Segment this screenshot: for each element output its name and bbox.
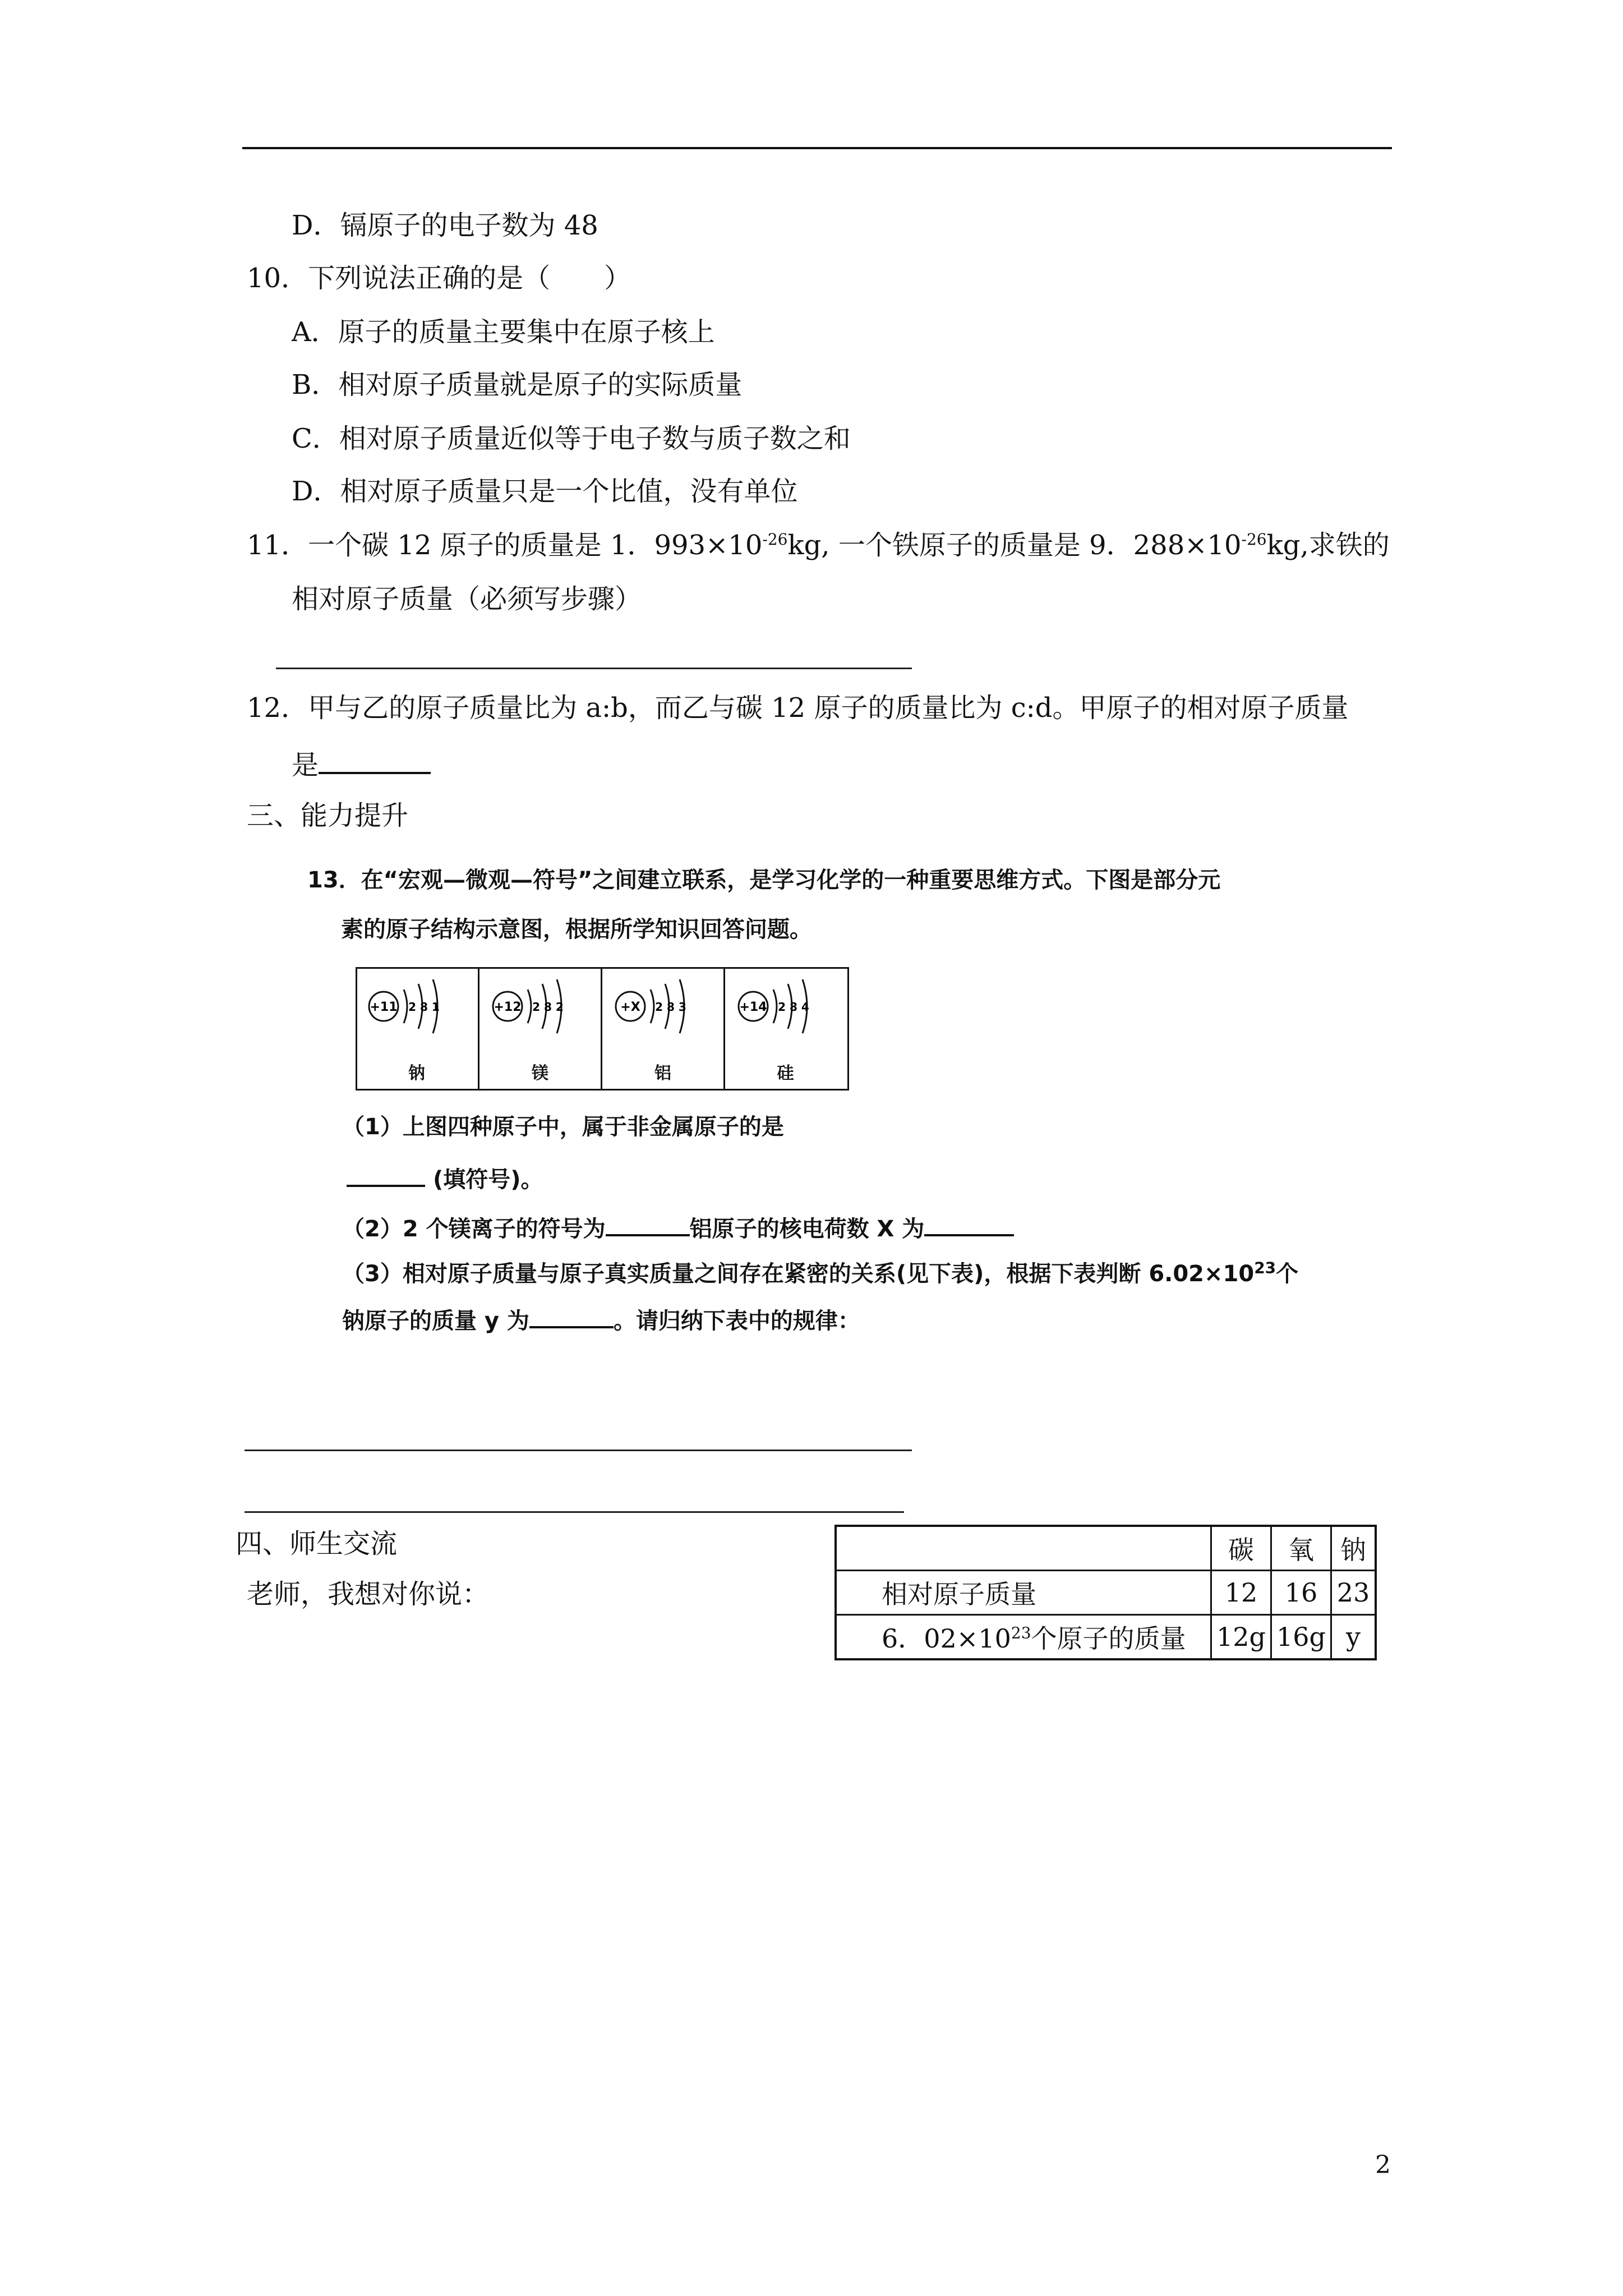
atom-magnesium-name: 镁 <box>532 1064 548 1083</box>
atom-magnesium-nucleus: +12 <box>494 1000 522 1014</box>
q13-sub1-line1: （1）上图四种原子中，属于非金属原子的是 <box>342 1114 784 1140</box>
q13-intro-line1: 13．在“宏观—微观—符号”之间建立联系，是学习化学的一种重要思维方式。下图是部分元 <box>307 867 1221 893</box>
q13-intro-line2: 素的原子结构示意图，根据所学知识回答问题。 <box>341 917 812 942</box>
q11-stem-line2: 相对原子质量（必须写步骤） <box>292 583 642 615</box>
atom-silicon-name: 硅 <box>777 1064 794 1083</box>
q13-sub2-blank-a[interactable] <box>606 1212 690 1236</box>
q13-sub2-a: （2）2 个镁离子的符号为 <box>342 1216 606 1242</box>
q13-sub2-blank-b[interactable] <box>924 1212 1014 1236</box>
header-rule <box>242 147 1392 149</box>
atom-cell-sodium <box>356 967 478 1087</box>
table-header-cell: 碳 <box>1211 1526 1271 1571</box>
table-row-label: 相对原子质量 <box>836 1571 1211 1615</box>
table-cell: 23 <box>1331 1571 1376 1615</box>
q13-sub3-line2 <box>342 1304 860 1335</box>
section3-heading: 三、能力提升 <box>247 800 409 831</box>
q11-stem <box>247 528 1390 562</box>
q10-option-a: A．原子的质量主要集中在原子核上 <box>292 316 715 348</box>
q13-answer-line-2[interactable] <box>245 1511 904 1513</box>
table-cell: y <box>1331 1615 1376 1660</box>
q10-option-b: B．相对原子质量就是原子的实际质量 <box>292 369 743 401</box>
atom-silicon-shells: 2 8 4 <box>778 1000 809 1014</box>
atom-aluminum-icon <box>602 967 723 1057</box>
table-row2-exp: 23 <box>1011 1623 1031 1642</box>
q11-exp-b: -26 <box>1241 530 1267 549</box>
q13-sub1-blank[interactable] <box>347 1162 425 1187</box>
atom-magnesium-shells: 2 8 2 <box>532 1000 564 1014</box>
table-header-cell <box>836 1526 1211 1571</box>
q13-sub2 <box>342 1212 1014 1243</box>
q13-sub3-line1-b: 个 <box>1276 1261 1299 1287</box>
q11-stem-b: kg, 一个铁原子的质量是 9．288×10 <box>787 530 1242 561</box>
q13-sub3-line2-a: 钠原子的质量 y 为 <box>342 1308 529 1334</box>
q13-sub3-line1-a: （3）相对原子质量与原子真实质量之间存在紧密的关系(见下表)，根据下表判断 6.02×10 <box>342 1261 1255 1287</box>
table-row <box>836 1571 1376 1615</box>
atom-aluminum-nucleus: +X <box>620 1000 640 1014</box>
table-cell: 12 <box>1211 1571 1271 1615</box>
q12-answer-blank[interactable] <box>319 746 431 774</box>
atom-sodium-shells: 2 8 1 <box>408 1000 440 1014</box>
q11-stem-a: 11．一个碳 12 原子的质量是 1．993×10 <box>247 530 763 561</box>
q12-stem-line2 <box>292 746 431 782</box>
table-cell: 16 <box>1271 1571 1331 1615</box>
q13-sub3-line1 <box>342 1260 1298 1288</box>
table-header-cell: 钠 <box>1331 1526 1376 1571</box>
atom-sodium-icon <box>356 967 478 1057</box>
q13-sub3-line2-b: 。请归纳下表中的规律： <box>613 1308 860 1334</box>
q13-answer-line-1[interactable] <box>245 1450 912 1451</box>
q13-sub3-exp: 23 <box>1254 1258 1276 1277</box>
section4-prompt: 老师，我想对你说： <box>247 1579 490 1610</box>
table-row <box>836 1615 1376 1660</box>
q13-sub3-blank[interactable] <box>529 1304 614 1328</box>
q10-stem: 10．下列说法正确的是（ ） <box>247 263 631 294</box>
table-row-label <box>836 1615 1211 1660</box>
atom-sodium-name: 钠 <box>408 1064 425 1083</box>
table-row2-label-b: 个原子的质量 <box>1031 1623 1186 1654</box>
q13-sub1-line2 <box>347 1162 543 1194</box>
atom-silicon-icon <box>725 967 846 1057</box>
atom-cell-magnesium <box>479 967 601 1087</box>
atom-aluminum-shells: 2 8 3 <box>655 1000 686 1014</box>
q10-option-d: D．相对原子质量只是一个比值，没有单位 <box>292 476 798 507</box>
page-number: 2 <box>1375 2151 1391 2179</box>
table-cell: 12g <box>1211 1615 1271 1660</box>
atom-cell-aluminum <box>602 967 723 1087</box>
atom-magnesium-icon <box>479 967 601 1057</box>
table-header-row <box>836 1526 1376 1571</box>
atom-aluminum-name: 铝 <box>654 1064 671 1083</box>
table-row2-label-a: 6．02×10 <box>882 1623 1011 1654</box>
q9-option-d: D．镉原子的电子数为 48 <box>292 210 598 241</box>
table-cell: 16g <box>1271 1615 1331 1660</box>
q13-sub1-line2-text: (填符号)。 <box>432 1167 543 1193</box>
atom-sodium-nucleus: +11 <box>370 1000 398 1014</box>
q11-answer-line[interactable] <box>276 668 912 669</box>
q13-sub2-b: 铝原子的核电荷数 X 为 <box>689 1216 925 1242</box>
atom-cell-silicon <box>725 967 846 1087</box>
section4-heading: 四、师生交流 <box>236 1528 398 1559</box>
relative-mass-table <box>834 1525 1377 1660</box>
q12-stem-line2-text: 是 <box>292 749 319 781</box>
atom-silicon-nucleus: +14 <box>739 1000 767 1014</box>
q11-exp-a: -26 <box>762 530 788 549</box>
q12-stem: 12．甲与乙的原子质量比为 a:b，而乙与碳 12 原子的质量比为 c:d。甲原子的相对原子质量 <box>247 692 1349 724</box>
table-header-cell: 氧 <box>1271 1526 1331 1571</box>
q11-stem-c: kg,求铁的 <box>1266 530 1390 561</box>
q10-option-c: C．相对原子质量近似等于电子数与质子数之和 <box>292 423 851 454</box>
